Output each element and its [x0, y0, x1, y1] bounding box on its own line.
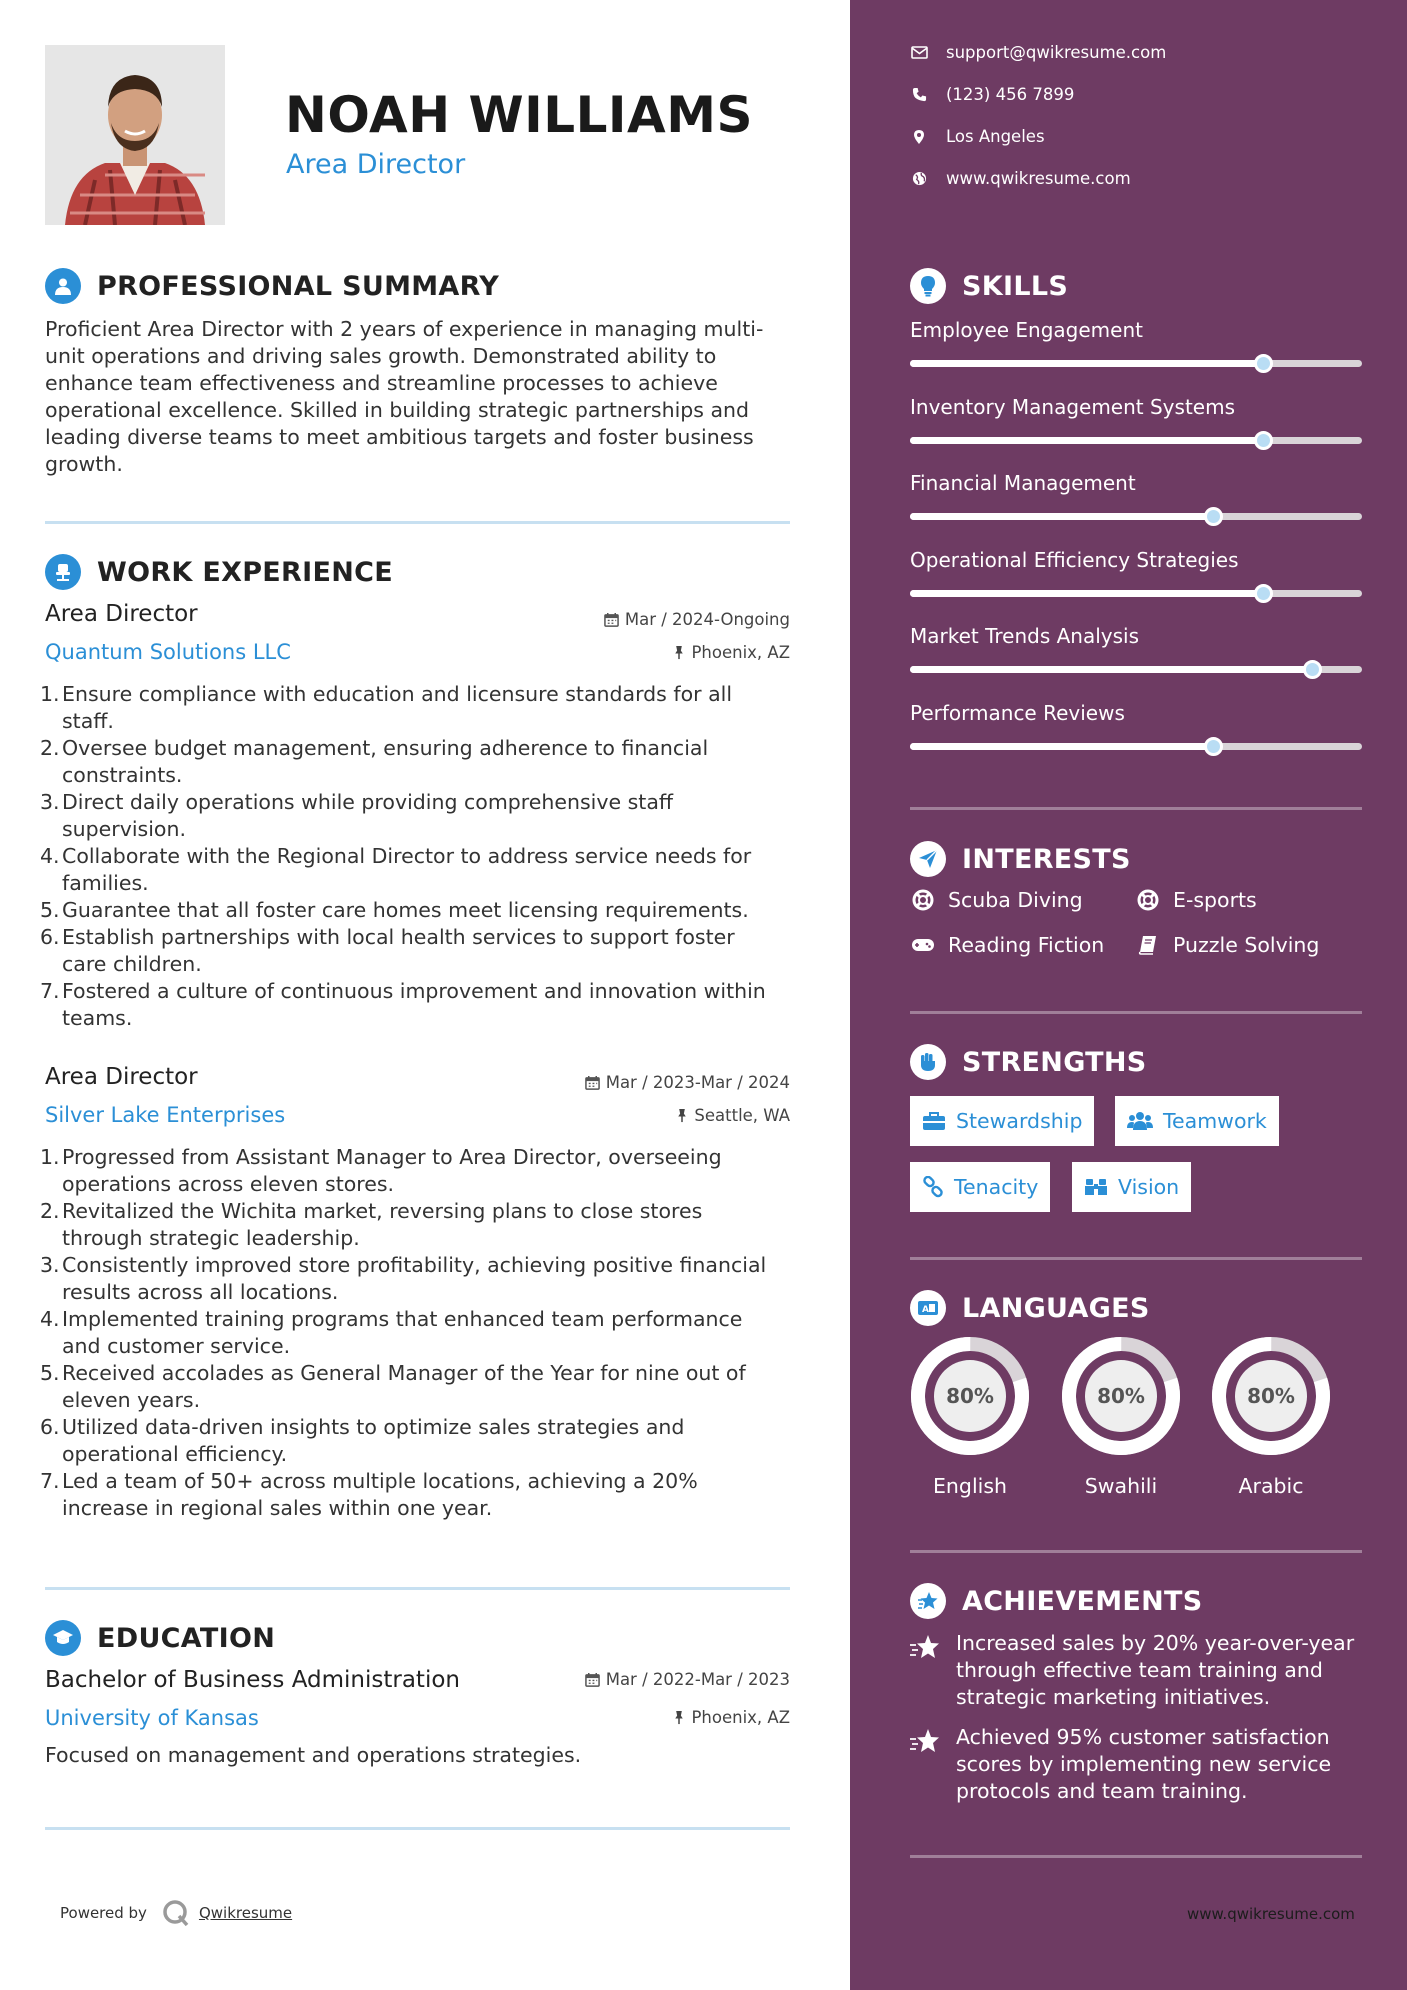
- list-item: 6. Establish partnerships with local health services to support foster care children.: [40, 925, 735, 976]
- divider: [910, 1550, 1362, 1553]
- contact-location-text: Los Angeles: [946, 127, 1045, 146]
- skill-level-fill: [910, 590, 1263, 597]
- education-dates: [585, 1670, 790, 1689]
- skills-section-header: [910, 268, 1068, 304]
- strengths-heading: STRENGTHS: [962, 1046, 1147, 1078]
- job-dates: [604, 610, 790, 629]
- language-percent: 80%: [1097, 1384, 1145, 1408]
- pin-icon: [676, 1108, 688, 1123]
- pin-icon: [673, 645, 685, 660]
- achievements-section-header: [910, 1583, 1203, 1619]
- life-ring-icon: [1137, 889, 1159, 911]
- contact-email: [910, 43, 1166, 62]
- skill-label: Employee Engagement: [910, 318, 1143, 342]
- skill-level-knob: [1254, 354, 1273, 373]
- skill-level-fill: [910, 666, 1312, 673]
- divider: [910, 1855, 1362, 1858]
- job-duties-list: [40, 1144, 785, 1522]
- skill-level-fill: [910, 743, 1213, 750]
- experience-heading: WORK EXPERIENCE: [97, 556, 393, 588]
- interest-item: [1135, 888, 1257, 912]
- skill-level-bar: [910, 513, 1362, 520]
- interest-label: Reading Fiction: [948, 933, 1105, 957]
- translate-icon: [910, 1290, 946, 1326]
- list-item: 6. Utilized data-driven insights to optimize sales strategies and operational efficiency.: [40, 1415, 685, 1466]
- education-location-text: Phoenix, AZ: [691, 1708, 790, 1727]
- divider: [910, 1257, 1362, 1260]
- skill-level-fill: [910, 360, 1263, 367]
- users-icon: [1127, 1111, 1153, 1131]
- language-percent: 80%: [946, 1384, 994, 1408]
- paper-plane-icon: [910, 841, 946, 877]
- skills-heading: SKILLS: [962, 270, 1069, 302]
- star-icon: [910, 1727, 940, 1753]
- skill-level-knob: [1303, 660, 1322, 679]
- skill-level-knob: [1254, 584, 1273, 603]
- language-proficiency-ring: [1211, 1336, 1331, 1456]
- job-title: Area Director: [45, 1064, 198, 1090]
- summary-section-header: [45, 268, 499, 304]
- calendar-icon: [585, 1075, 600, 1090]
- interest-label: Puzzle Solving: [1173, 933, 1320, 957]
- profile-photo: [45, 45, 225, 225]
- skill-level-knob: [1204, 507, 1223, 526]
- job-company: Quantum Solutions LLC: [45, 640, 291, 664]
- office-chair-icon: [45, 554, 81, 590]
- achievement-item: [910, 1724, 1360, 1805]
- candidate-title: Area Director: [286, 149, 466, 180]
- contact-website: [910, 169, 1131, 188]
- pin-icon: [673, 1710, 685, 1725]
- strength-label: Teamwork: [1163, 1109, 1267, 1133]
- strengths-section-header: [910, 1044, 1147, 1080]
- summary-heading: PROFESSIONAL SUMMARY: [97, 270, 500, 302]
- experience-section-header: [45, 554, 393, 590]
- job-title: Area Director: [45, 601, 198, 627]
- language-name: Swahili: [1084, 1474, 1158, 1498]
- job-location: [673, 643, 790, 662]
- svg-text:A: A: [922, 1305, 929, 1315]
- skill-label: Inventory Management Systems: [910, 394, 1235, 419]
- job-dates: [585, 1073, 790, 1092]
- skill-level-bar: [910, 666, 1362, 673]
- interests-heading: INTERESTS: [962, 843, 1131, 875]
- education-description: Focused on management and operations strategies.: [45, 1743, 582, 1767]
- job-company: Silver Lake Enterprises: [45, 1103, 286, 1127]
- strength-chip: [910, 1096, 1094, 1146]
- user-icon: [45, 268, 81, 304]
- contact-email-text[interactable]: support@qwikresume.com: [946, 43, 1167, 62]
- life-ring-icon: [912, 889, 934, 911]
- interests-section-header: [910, 841, 1131, 877]
- divider: [45, 1587, 790, 1590]
- list-item: 2. Oversee budget management, ensuring adherence to financial constraints.: [40, 736, 709, 787]
- list-item: 4. Implemented training programs that enhanced team performance and customer service.: [40, 1307, 743, 1358]
- qwikresume-logo-icon: [161, 1898, 191, 1928]
- skill-level-fill: [910, 437, 1263, 444]
- powered-by-label: Powered by: [60, 1904, 147, 1922]
- star-icon: [910, 1583, 946, 1619]
- language-item: [910, 1336, 1030, 1498]
- strength-label: Stewardship: [956, 1109, 1083, 1133]
- summary-text: Proficient Area Director with 2 years of experience in managing multi-unit operations and driving sales growth. Demonstrated ability to enhance team effectiveness and streamline processes to achieve operational excellence. Skilled in building strategic partnerships and leading diverse teams to meet ambitious targets and foster business growth.: [45, 317, 764, 476]
- job-dates-text: Mar / 2024-Ongoing: [624, 610, 790, 629]
- interest-label: Scuba Diving: [948, 888, 1083, 912]
- skill-level-fill: [910, 513, 1213, 520]
- skill-level-bar: [910, 590, 1362, 597]
- calendar-icon: [604, 612, 619, 627]
- language-percent: 80%: [1247, 1384, 1295, 1408]
- divider: [45, 521, 790, 524]
- achievement-text: Increased sales by 20% year-over-year through effective team training and strategic marketing initiatives.: [956, 1631, 1355, 1709]
- interest-item: [1135, 933, 1319, 957]
- languages-section-header: [910, 1290, 1150, 1326]
- skill-level-knob: [1204, 737, 1223, 756]
- link-icon: [922, 1176, 944, 1198]
- interest-item: [910, 933, 1104, 957]
- briefcase-icon: [922, 1111, 946, 1131]
- interest-label: E-sports: [1173, 888, 1257, 912]
- job-location-text: Seattle, WA: [694, 1106, 790, 1125]
- phone-icon: [912, 87, 927, 102]
- list-item: 4. Collaborate with the Regional Director to address service needs for families.: [40, 844, 752, 895]
- language-proficiency-ring: [910, 1336, 1030, 1456]
- language-name: English: [932, 1474, 1008, 1498]
- job-location-text: Phoenix, AZ: [691, 643, 790, 662]
- brand-link[interactable]: Qwikresume: [198, 1904, 293, 1922]
- contact-phone-text: (123) 456 7899: [946, 85, 1075, 104]
- skill-label: Market Trends Analysis: [910, 624, 1140, 648]
- language-proficiency-ring: [1061, 1336, 1181, 1456]
- gamepad-icon: [911, 937, 935, 953]
- calendar-icon: [585, 1672, 600, 1687]
- strength-label: Vision: [1118, 1175, 1180, 1199]
- achievement-text: Achieved 95% customer satisfaction scores by implementing new service protocols and team training.: [956, 1725, 1332, 1803]
- list-item: 1. Progressed from Assistant Manager to Area Director, overseeing operations across eleven stores.: [40, 1145, 722, 1196]
- strength-chip: [1115, 1096, 1279, 1146]
- list-item: 3. Direct daily operations while providing comprehensive staff supervision.: [40, 790, 674, 841]
- education-section-header: [45, 1620, 275, 1656]
- degree: Bachelor of Business Administration: [45, 1667, 460, 1693]
- list-item: 1. Ensure compliance with education and licensure standards for all staff.: [40, 682, 733, 733]
- strength-chip: [1072, 1162, 1191, 1212]
- skill-label: Financial Management: [910, 471, 1136, 495]
- list-item: 3. Consistently improved store profitability, achieving positive financial results across all locations.: [40, 1253, 767, 1304]
- education-heading: EDUCATION: [97, 1622, 276, 1654]
- achievements-heading: ACHIEVEMENTS: [962, 1585, 1203, 1617]
- language-item: [1061, 1336, 1181, 1498]
- list-item: 5. Guarantee that all foster care homes meet licensing requirements.: [40, 898, 749, 922]
- list-item: 5. Received accolades as General Manager of the Year for nine out of eleven years.: [40, 1361, 746, 1412]
- language-name: Arabic: [1238, 1474, 1304, 1498]
- contact-website-text[interactable]: www.qwikresume.com: [946, 169, 1131, 188]
- divider: [45, 1827, 790, 1830]
- job-duties-list: [40, 681, 785, 1032]
- achievement-item: [910, 1630, 1360, 1711]
- map-marker-icon: [913, 129, 925, 145]
- candidate-name: NOAH WILLIAMS: [285, 86, 753, 144]
- contact-location: [910, 127, 1045, 146]
- interest-item: [910, 888, 1083, 912]
- lightbulb-icon: [910, 268, 946, 304]
- fist-icon: [910, 1044, 946, 1080]
- graduation-cap-icon: [45, 1620, 81, 1656]
- strength-chip: [910, 1162, 1050, 1212]
- divider: [910, 807, 1362, 810]
- strength-label: Tenacity: [954, 1175, 1039, 1199]
- binoculars-icon: [1084, 1177, 1108, 1197]
- book-icon: [1138, 935, 1158, 955]
- job-dates-text: Mar / 2023-Mar / 2024: [605, 1073, 790, 1092]
- skill-label: Performance Reviews: [910, 700, 1125, 725]
- list-item: 7. Led a team of 50+ across multiple locations, achieving a 20% increase in regional sales within one year.: [40, 1469, 698, 1520]
- sidebar: [850, 0, 1407, 1990]
- job-location: [676, 1106, 790, 1125]
- skill-label: Operational Efficiency Strategies: [910, 547, 1239, 572]
- languages-heading: LANGUAGES: [962, 1292, 1150, 1324]
- education-dates-text: Mar / 2022-Mar / 2023: [605, 1670, 790, 1689]
- skill-level-bar: [910, 437, 1362, 444]
- envelope-icon: [911, 46, 928, 59]
- globe-icon: [912, 171, 927, 186]
- skill-level-bar: [910, 743, 1362, 750]
- skill-level-bar: [910, 360, 1362, 367]
- footer-website[interactable]: www.qwikresume.com: [1187, 1905, 1355, 1923]
- skill-level-knob: [1254, 431, 1273, 450]
- language-item: [1211, 1336, 1331, 1498]
- powered-by: [60, 1898, 292, 1928]
- list-item: 7. Fostered a culture of continuous improvement and innovation within teams.: [40, 979, 766, 1030]
- divider: [910, 1011, 1362, 1014]
- star-icon: [910, 1633, 940, 1659]
- list-item: 2. Revitalized the Wichita market, reversing plans to close stores through strategic leadership.: [40, 1199, 703, 1250]
- school: University of Kansas: [45, 1706, 259, 1730]
- contact-phone: [910, 85, 1074, 104]
- education-location: [673, 1708, 790, 1727]
